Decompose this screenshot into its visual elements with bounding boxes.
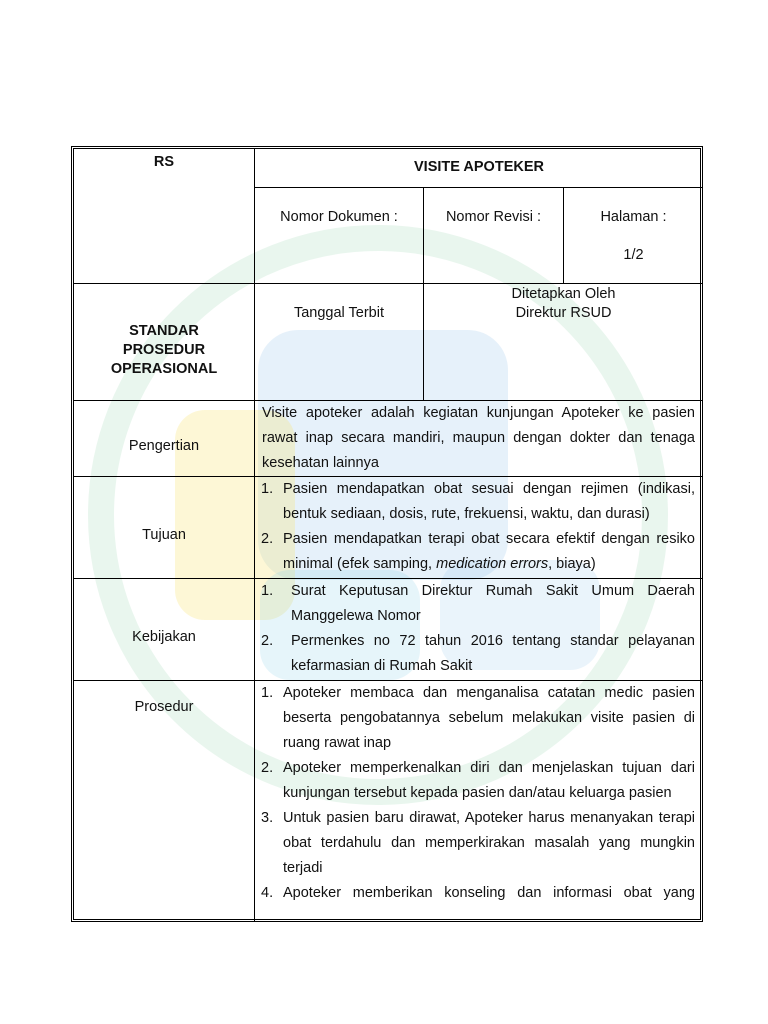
list-number: 1. <box>261 583 274 599</box>
rs-label: RS <box>153 154 175 170</box>
sop-title-line-2: PROSEDUR <box>122 342 206 358</box>
list-text-italic: medication errors <box>436 556 549 572</box>
nomor-dokumen-cell <box>254 187 423 283</box>
list-item <box>261 477 695 527</box>
list-item <box>261 756 695 806</box>
list-text: Apoteker memberikan konseling dan informasi obat yang <box>283 885 695 901</box>
doc-title-cell <box>254 149 703 187</box>
prosedur-list <box>261 681 695 906</box>
list-text <box>283 527 695 577</box>
sop-title-line-3: OPERASIONAL <box>110 361 218 377</box>
list-number: 2. <box>261 531 274 547</box>
list-item <box>261 579 695 629</box>
list-number: 2. <box>261 633 274 649</box>
sop-document-table <box>71 146 703 922</box>
list-text: Apoteker membaca dan menganalisa catatan medic pasien beserta pengobatannya sebelum melakukan visite pasien di ruang rawat inap <box>283 685 695 751</box>
list-item <box>261 527 695 577</box>
nomor-revisi-label: Nomor Revisi : <box>445 209 542 225</box>
list-text: Apoteker memperkenalkan diri dan menjelaskan tujuan dari kunjungan tersebut kepada pasien dan/atau keluarga pasien <box>283 760 695 801</box>
sop-title-line-1: STANDAR <box>129 323 199 339</box>
list-item <box>261 629 695 679</box>
tujuan-content-cell <box>254 476 703 578</box>
tanggal-terbit-label: Tanggal Terbit <box>293 305 385 321</box>
nomor-revisi-cell <box>423 187 563 283</box>
kebijakan-content-cell <box>254 578 703 680</box>
pengertian-label-cell <box>74 400 254 476</box>
kebijakan-label-cell <box>74 578 254 680</box>
tujuan-label-cell <box>74 476 254 578</box>
ditetapkan-line-2: Direktur RSUD <box>515 305 612 321</box>
list-text-part: Pasien mendapatkan terapi obat secara efektif dengan resiko minimal (efek samping, <box>283 531 695 572</box>
halaman-cell <box>563 187 703 283</box>
prosedur-label: Prosedur <box>134 699 194 715</box>
nomor-dokumen-label: Nomor Dokumen : <box>280 209 398 225</box>
list-number: 3. <box>261 810 274 826</box>
list-number: 1. <box>261 481 274 497</box>
ditetapkan-line-1: Ditetapkan Oleh <box>511 286 616 302</box>
list-text-part: , biaya) <box>548 556 596 572</box>
list-number: 1. <box>261 685 274 701</box>
tanggal-terbit-cell <box>254 283 423 400</box>
kebijakan-label: Kebijakan <box>132 629 196 645</box>
ditetapkan-cell <box>423 283 703 400</box>
list-item <box>261 681 695 756</box>
pengertian-text: Visite apoteker adalah kegiatan kunjungan Apoteker ke pasien rawat inap secara mandiri, maupun dengan dokter dan tenaga kesehatan lainnya <box>262 405 695 471</box>
rs-cell <box>74 149 254 283</box>
doc-title: VISITE APOTEKER <box>414 159 544 175</box>
list-number: 2. <box>261 760 274 776</box>
list-text: Pasien mendapatkan obat sesuai dengan rejimen (indikasi, bentuk sediaan, dosis, rute, frekuensi, waktu, dan durasi) <box>283 481 695 522</box>
tujuan-list <box>261 477 695 577</box>
list-item <box>261 806 695 881</box>
tujuan-label: Tujuan <box>142 527 186 543</box>
kebijakan-list <box>261 579 695 679</box>
prosedur-content-cell <box>254 680 703 922</box>
list-text: Untuk pasien baru dirawat, Apoteker harus menanyakan terapi obat terdahulu dan memperkirakan masalah yang mungkin terjadi <box>283 810 695 876</box>
list-item <box>261 881 695 906</box>
halaman-label: Halaman : <box>600 209 667 225</box>
list-number: 4. <box>261 885 274 901</box>
list-text: Permenkes no 72 tahun 2016 tentang standar pelayanan kefarmasian di Rumah Sakit <box>291 633 695 674</box>
pengertian-label: Pengertian <box>128 438 200 454</box>
pengertian-content-cell <box>254 400 703 476</box>
sop-title-cell <box>74 283 254 400</box>
list-text: Surat Keputusan Direktur Rumah Sakit Umum Daerah Manggelewa Nomor <box>291 583 695 624</box>
prosedur-label-cell <box>74 680 254 922</box>
halaman-value: 1/2 <box>623 247 644 263</box>
